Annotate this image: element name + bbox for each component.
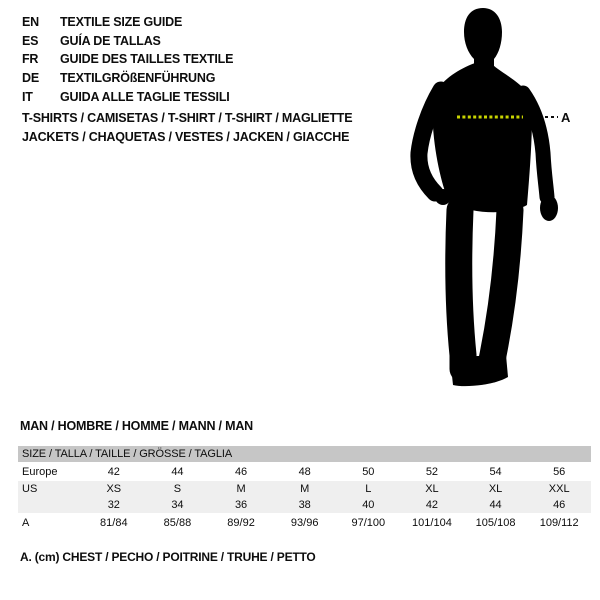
language-row-de [22,69,233,88]
table-row-us [18,481,591,497]
measure-label-a: A [561,110,571,125]
table-cell: 56 [553,465,566,478]
table-cell: 36 [234,499,248,511]
table-cell: 109/112 [539,517,579,529]
table-cell: 89/92 [227,517,255,529]
language-label: GUÍA DE TALLAS [60,33,161,48]
table-cell: XL [488,483,503,495]
silhouette-head [464,8,502,71]
table-cell: XXL [548,483,570,495]
table-cell: 38 [298,499,311,511]
language-code: ES [22,33,39,48]
section-title-man: MAN / HOMBRE / HOMME / MANN / MAN [20,419,253,433]
silhouette-left-leg [459,210,463,369]
table-cell: 97/100 [351,517,386,529]
table-cell: 48 [298,465,311,478]
language-code: EN [22,15,39,30]
language-label: TEXTILE SIZE GUIDE [60,15,183,30]
table-cell: 34 [171,499,184,511]
language-code: FR [22,52,39,67]
language-list [22,13,233,106]
silhouette-foot [450,355,508,386]
man-silhouette-svg [405,5,580,395]
table-cell: 101/104 [412,517,452,529]
size-table-header: SIZE / TALLA / TAILLE / GRÖSSE / TAGLIA [18,446,591,462]
language-row-en [22,13,233,32]
table-row-chest-a [18,513,591,533]
table-cell: 93/96 [290,517,319,529]
language-row-es [22,32,233,51]
language-label: GUIDA ALLE TAGLIE TESSILI [60,89,230,104]
language-row-fr [22,50,233,69]
silhouette-right-leg [491,210,510,365]
table-cell: 50 [362,465,375,478]
language-label: TEXTILGRÖßENFÜHRUNG [60,71,216,86]
row-label: A [22,517,30,529]
table-cell: XL [425,483,439,495]
table-cell: 81/84 [100,517,128,529]
table-cell: 44 [171,465,184,478]
language-code: DE [22,71,39,86]
table-cell: 40 [362,499,375,511]
measurement-footnote: A. (cm) CHEST / PECHO / POITRINE / TRUHE / PETTO [20,550,316,564]
table-cell: 54 [489,465,502,478]
table-cell: XS [106,483,122,495]
table-cell: 52 [425,465,439,478]
silhouette-left-hand [435,189,451,205]
table-cell: S [173,483,182,495]
table-cell: 85/88 [163,517,192,529]
table-cell: M [236,483,246,495]
table-cell: 105/108 [475,517,516,529]
silhouette-right-hand [540,195,558,221]
language-code: IT [22,89,33,104]
category-list [22,109,352,146]
category-jackets: JACKETS / CHAQUETAS / VESTES / JACKEN / GIACCHE [22,129,350,144]
language-label: GUIDE DES TAILLES TEXTILE [60,52,234,67]
table-cell: 46 [234,465,248,478]
row-label: US [22,483,38,495]
table-cell: 44 [489,499,502,511]
row-label: Europe [22,465,58,478]
table-cell: 42 [425,499,439,511]
size-table [18,446,591,533]
man-silhouette-figure [405,5,580,395]
language-row-it [22,87,233,106]
table-cell: M [300,483,310,495]
table-cell: 42 [107,465,120,478]
table-row-europe [18,462,591,481]
table-cell: L [365,483,372,495]
table-cell: 32 [107,499,120,511]
table-row-numeric [18,497,591,513]
category-tshirts: T-SHIRTS / CAMISETAS / T-SHIRT / T-SHIRT / MAGLIETTE [22,111,353,126]
table-cell: 46 [553,499,566,511]
